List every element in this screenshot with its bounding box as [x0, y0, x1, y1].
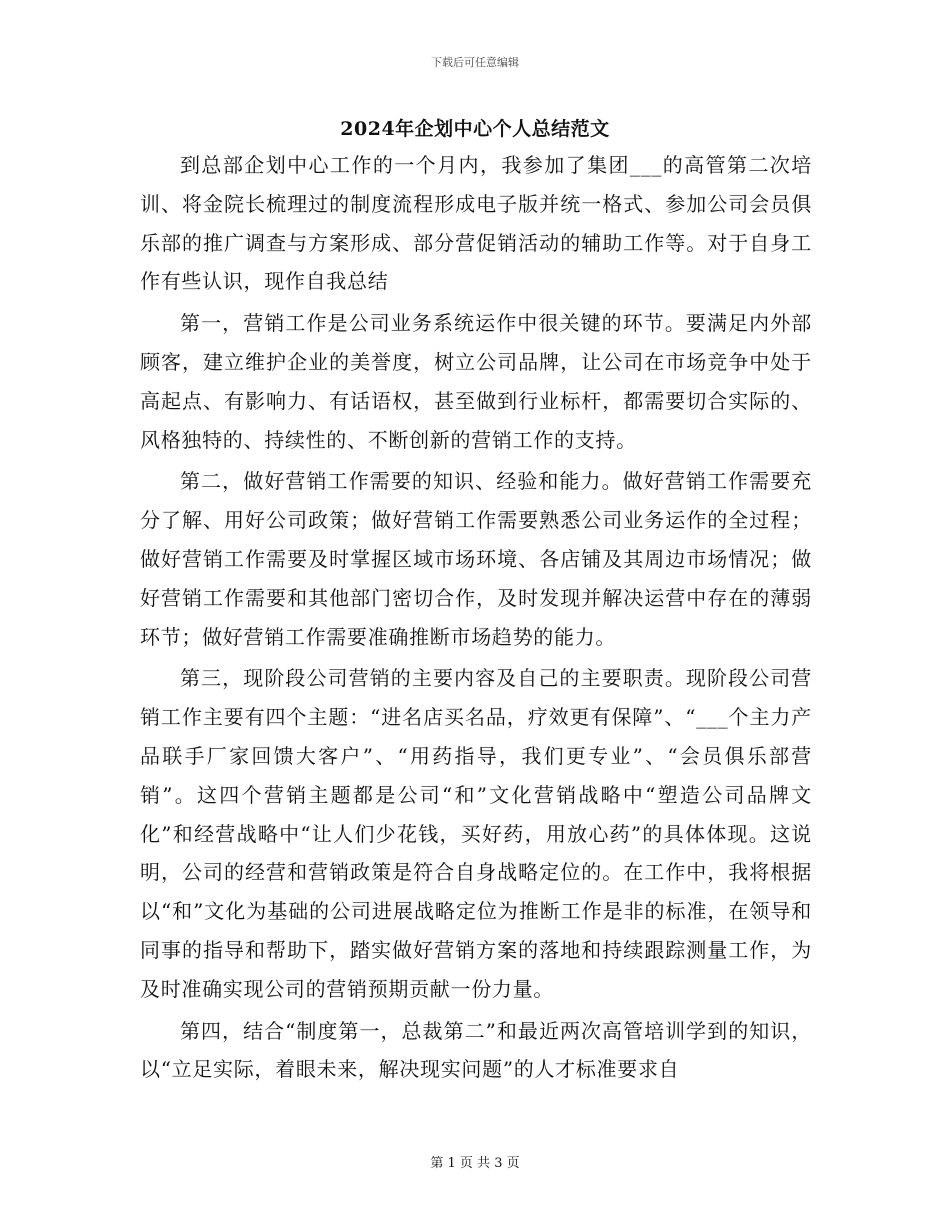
page-number-footer: 第 1 页 共 3 页 [430, 1156, 520, 1171]
paragraph: 第一，营销工作是公司业务系统运作中很关键的环节。要满足内外部顾客，建立维护企业的美誉度，树立公司品牌，让公司在市场竞争中处于高起点、有影响力、有话语权，甚至做到行业标杆，都需要切合实际的、风格独特的、持续性的、不断创新的营销工作的支持。 [140, 311, 812, 452]
document-body [140, 146, 812, 1092]
paragraph: 第四，结合“制度第一，总裁第二”和最近两次高管培训学到的知识，以“立足实际，着眼未来，解决现实问题”的人才标准要求自 [140, 1018, 812, 1082]
paragraph: 第三，现阶段公司营销的主要内容及自己的主要职责。现阶段公司营销工作主要有四个主题：“进名店买名品，疗效更有保障”、“___个主力产品联手厂家回馈大客户”、“用药指导，我们更专业”、“会员俱乐部营销”。这四个营销主题都是公司“和”文化营销战略中“塑造公司品牌文化”和经营战略中“让人们少花钱，买好药，用放心药”的具体体现。这说明，公司的经营和营销政策是符合自身战略定位的。在工作中，我将根据以“和”文化为基础的公司进展战略定位为推断工作是非的标准，在领导和同事的指导和帮助下，踏实做好营销方案的落地和持续跟踪测量工作，为及时准确实现公司的营销预期贡献一份力量。 [140, 666, 812, 1001]
document-title: 2024年企划中心个人总结范文 [340, 118, 610, 140]
paragraph: 第二，做好营销工作需要的知识、经验和能力。做好营销工作需要充分了解、用好公司政策；做好营销工作需要熟悉公司业务运作的全过程；做好营销工作需要及时掌握区域市场环境、各店铺及其周边市场情况；做好营销工作需要和其他部门密切合作，及时发现并解决运营中存在的薄弱环节；做好营销工作需要准确推断市场趋势的能力。 [140, 469, 812, 649]
paragraph: 到总部企划中心工作的一个月内，我参加了集团___的高管第二次培训、将金院长梳理过的制度流程形成电子版并统一格式、参加公司会员俱乐部的推广调查与方案形成、部分营促销活动的辅助工作等。对于自身工作有些认识，现作自我总结 [140, 153, 812, 294]
header-note: 下载后可任意编辑 [431, 56, 519, 69]
